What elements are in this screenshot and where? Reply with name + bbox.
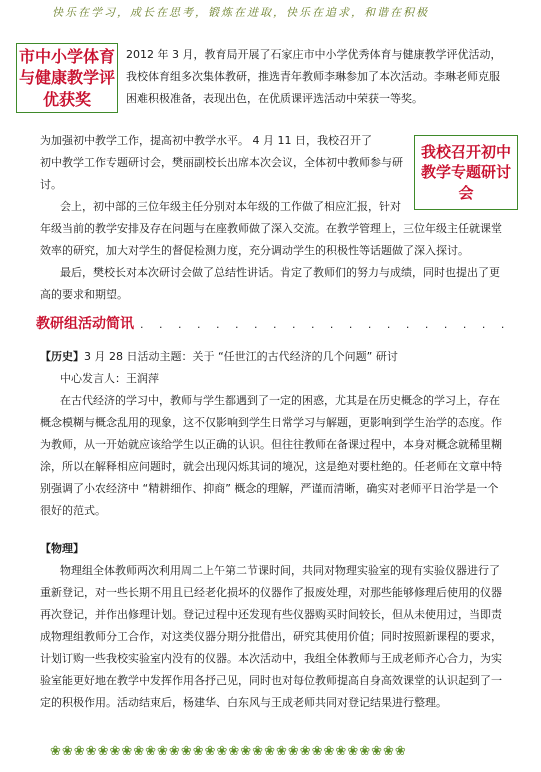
history-heading: [40, 346, 530, 368]
tag-sports-award: 市中小学体育与健康教学评优获奖: [16, 43, 118, 113]
physics-line: 重新登记，对一些长期不用且已经老化损坏的仪器作了报废处理，对那些能够修理后使用的仪器: [40, 586, 502, 599]
history-speaker: 中心发言人：王润萍: [60, 372, 159, 385]
history-line: 涂，所以在解释相应问题时，就会出现闪烁其词的境况，这是绝对要杜绝的。任老师在文章中特: [40, 460, 502, 473]
block2-line: 初中教学工作专题研讨会，樊丽副校长出席本次会议，全体初中教师参与研: [40, 156, 403, 169]
block2-body: [40, 196, 530, 306]
history-line: 为教师，从一开始就应该给学生以正确的认识。但往往教师在备课过程中，本身对概念就稀里糊: [40, 438, 502, 451]
block2-line: 效率的研究，加大对学生的督促检测力度，充分调动学生的积极性等话题做了深入探讨。: [40, 244, 469, 257]
history-line: 概念模糊与概念乱用的现象，这不仅影响到学生日常学习与解题，更影响到学生治学的态度。作: [40, 416, 502, 429]
footer-decoration: ❀❀❀❀❀❀❀❀❀❀❀❀❀❀❀❀❀❀❀❀❀❀❀❀❀❀❀❀❀❀: [50, 744, 407, 759]
history-line: 在古代经济的学习中，教师与学生都遇到了一定的困惑，尤其是在历史概念的学习上，存在: [60, 394, 500, 407]
block2-top: [40, 130, 412, 196]
block1-line: 2012 年 3 月，教育局开展了石家庄市中小学优秀体育与健康教学评优活动，: [126, 48, 502, 61]
block1-text: [126, 44, 526, 110]
history-section: [40, 346, 530, 522]
block1-line: 我校体育组多次集体教研，推选青年教师李琳参加了本次活动。李琳老师克服: [126, 70, 500, 83]
history-line: 很好的范式。: [40, 504, 106, 517]
block2-line: 为加强初中教学工作，提高初中教学水平。 4 月 11 日，我校召开了: [40, 134, 372, 147]
section-title: 教研组活动简讯: [36, 316, 134, 332]
history-label: 【历史】: [40, 350, 84, 363]
block1-line: 困难积极准备，表现出色，在优质课评选活动中荣获一等奖。: [126, 92, 423, 105]
physics-line: 物理组全体教师两次利用周二上午第二节课时间，共同对物理实验室的现有实验仪器进行了: [60, 564, 500, 577]
physics-label: 【物理】: [40, 542, 84, 555]
physics-section: [40, 538, 530, 714]
header-banner: 快乐在学习，成长在思考，锻炼在进取，快乐在追求，和谐在积极: [52, 6, 429, 19]
block2-line: 高的要求和期望。: [40, 288, 128, 301]
history-topic: 3 月 28 日活动主题：关于 “任世江的古代经济的几个问题” 研讨: [84, 350, 398, 363]
physics-line: 再次登记，并作出修理计划。登记过程中还发现有些仪器购买时间较长，但从未使用过，当即责: [40, 608, 502, 621]
history-line: 别强调了小农经济中 “精耕细作、抑商” 概念的理解，严谨而清晰，确实对老师平日治学是一个: [40, 482, 499, 495]
block2-line: 最后，樊校长对本次研讨会做了总结性讲话。肯定了教师们的努力与成绩，同时也提出了更: [60, 266, 500, 279]
physics-line: 计划订购一些我校实验室内没有的仪器。本次活动中，我组全体教师与王成老师齐心合力，为实: [40, 652, 502, 665]
block2-line: 会上，初中部的三位年级主任分别对本年级的工作做了相应汇报，针对: [60, 200, 401, 213]
physics-line: 定的积极作用。活动结束后，杨建华、白东风与王成老师共同对登记结果进行整理。: [40, 696, 447, 709]
block2-line: 讨。: [40, 178, 62, 191]
section-divider-dots: . . . . . . . . . . . . . . . . . . . .: [140, 318, 511, 331]
physics-line: 验室能更好地在教学中发挥作用各抒己见，同时也对每位教师提高自身高效课堂的认识起到了一: [40, 674, 502, 687]
physics-line: 成物理组教师分工合作，对这类仪器分期分批借出，研究其使用价值；同时按照新课程的要求，: [40, 630, 502, 643]
tag-seminar: 我校召开初中教学专题研讨会: [414, 135, 518, 210]
block2-line: 年级当前的教学安排及存在问题与在座教师做了深入交流。在教学管理上，三位年级主任就课堂: [40, 222, 502, 235]
